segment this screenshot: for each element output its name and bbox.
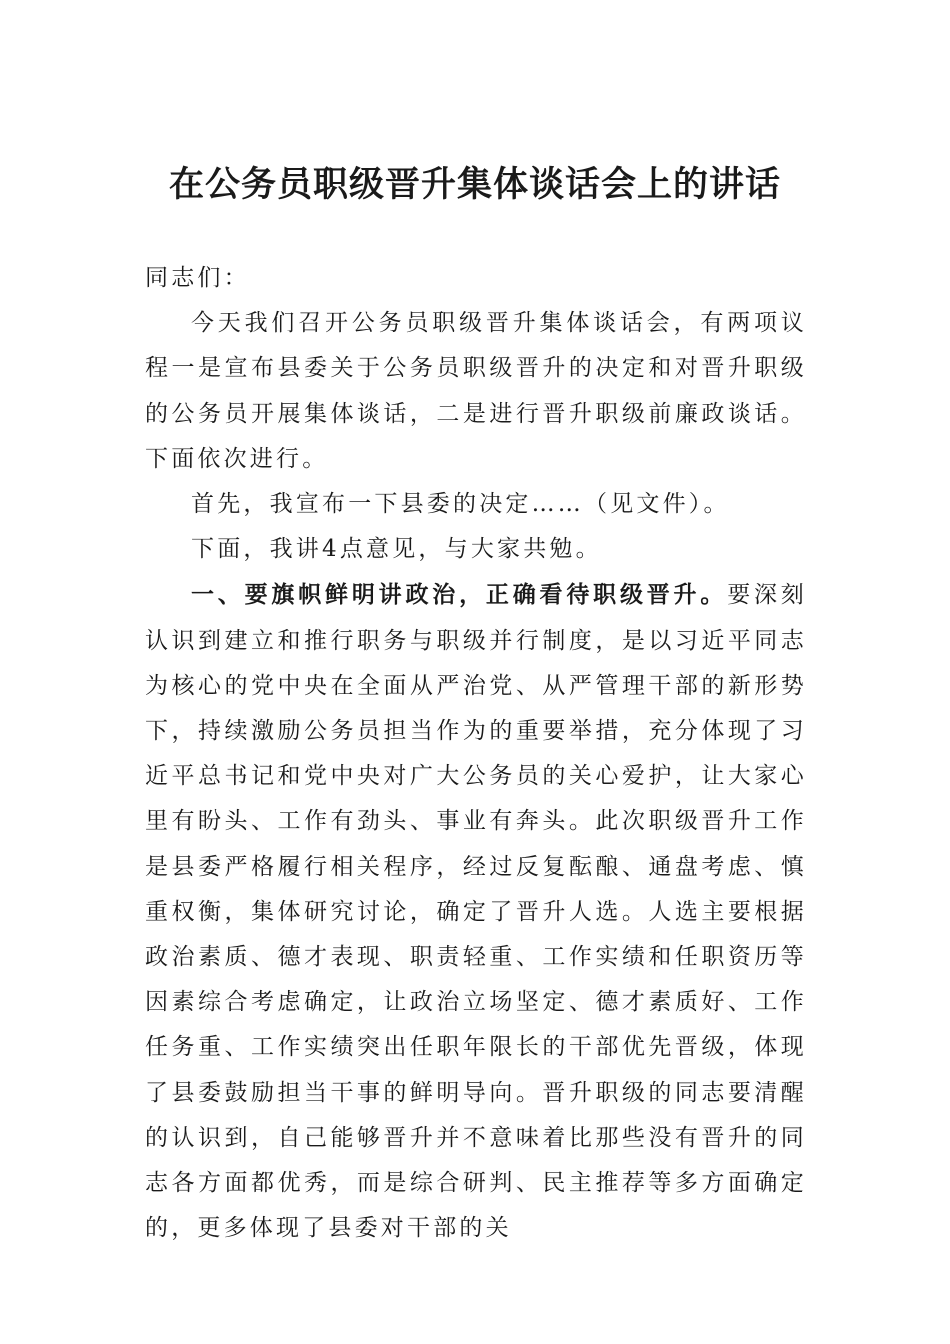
paragraph-decision: 首先，我宣布一下县委的决定……（见文件）。 [191,491,730,518]
section-1-heading: 一、要旗帜鲜明讲政治，正确看待职级晋升。 [191,581,728,609]
paragraph-agenda: 今天我们召开公务员职级晋升集体谈话会，有两项议程一是宣布县委关于公务员职级晋升的决定和对晋升职级的公务员开展集体谈话，二是进行晋升职级前廉政谈话。下面依次进行。 [145,310,807,472]
section-1-paragraph [145,572,807,1251]
paragraph-intro: 下面，我讲4点意见，与大家共勉。 [191,536,602,563]
document-body [145,256,807,1251]
document-title: 在公务员职级晋升集体谈话会上的讲话 [168,164,781,205]
salutation: 同志们： [145,265,250,291]
section-1-text: 要深刻认识到建立和推行职务与职级并行制度，是以习近平同志为核心的党中央在全面从严治党、从严管理干部的新形势下，持续激励公务员担当作为的重要举措，充分体现了习近平总书记和党中央对广大公务员的关心爱护，让大家心里有盼头、工作有劲头、事业有奔头。此次职级晋升工作是县委严格履行相关程序，经过反复酝酿、通盘考虑、慎重权衡，集体研究讨论，确定了晋升人选。人选主要根据政治素质、德才表现、职责轻重、工作实绩和任职资历等因素综合考虑确定，让政治立场坚定、德才素质好、工作任务重、工作实绩突出任职年限长的干部优先晋级，体现了县委鼓励担当干事的鲜明导向。晋升职级的同志要清醒的认识到，自己能够晋升并不意味着比那些没有晋升的同志各方面都优秀，而是综合研判、民主推荐等多方面确定的，更多体现了县委对干部的关 [145,582,808,1242]
